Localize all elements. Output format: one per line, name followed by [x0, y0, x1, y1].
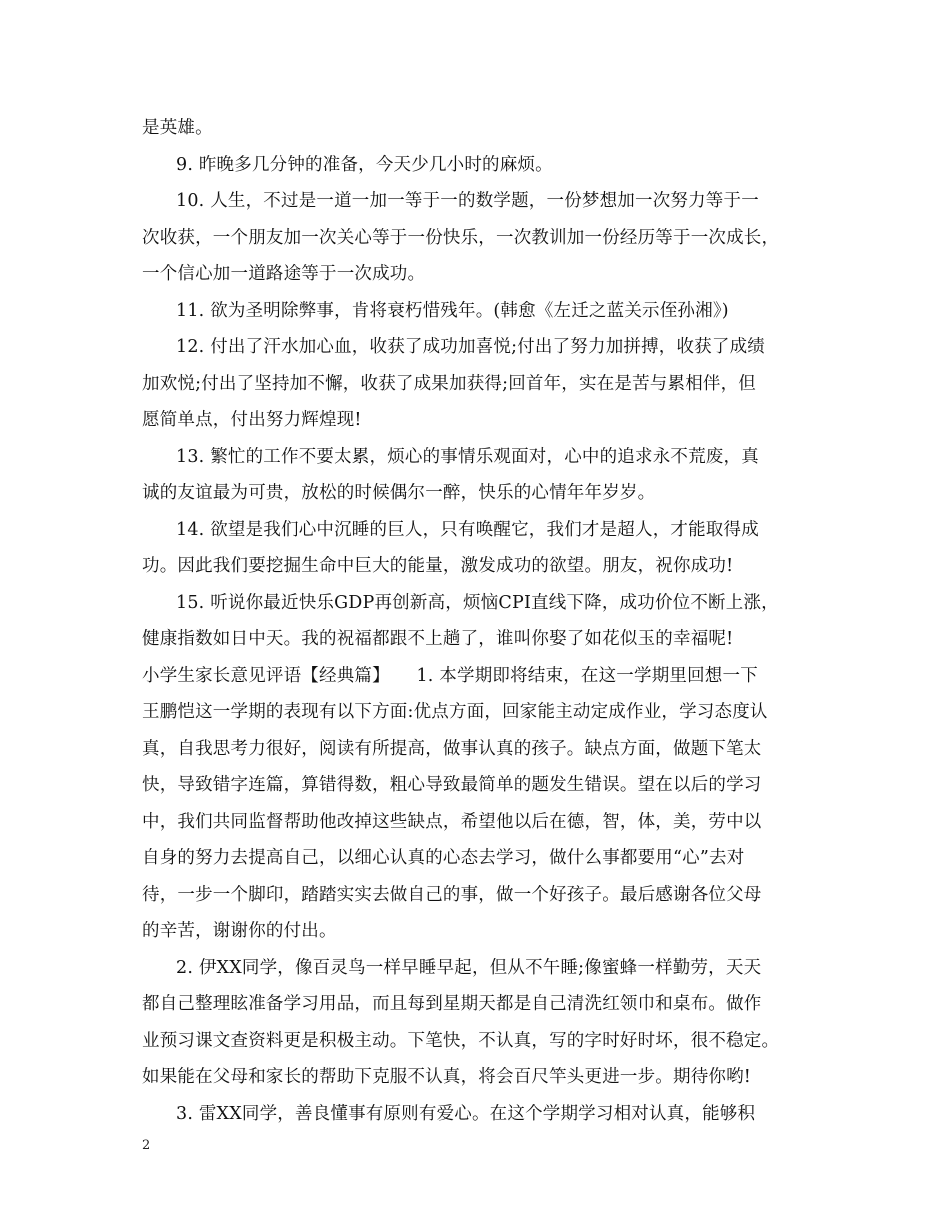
text-line: 愿简单点，付出努力辉煌现!: [142, 410, 362, 430]
text-line: 业预习课文查资料更是积极主动。下笔快，不认真，写的字时好时坏，很不稳定。: [142, 1030, 780, 1051]
page-number: 2: [142, 1138, 151, 1153]
document-body: [142, 110, 814, 1132]
text-line: 2. 伊XX同学，像百灵鸟一样早睡早起，但从不午睡;像蜜蜂一样勤劳，天天: [176, 957, 762, 978]
text-line: 都自己整理眩准备学习用品，而且每到星期天都是自己清洗红领巾和桌布。做作: [142, 994, 762, 1014]
text-line: 15. 听说你最近快乐GDP再创新高，烦恼CPI直线下降，成功价位不断上涨，: [176, 592, 779, 613]
text-line: 健康指数如日中天。我的祝福都跟不上趟了，谁叫你娶了如花似玉的幸福呢!: [142, 629, 734, 649]
text-line: 9. 昨晚多几分钟的准备，今天少几小时的麻烦。: [176, 154, 553, 175]
text-line: 14. 欲望是我们心中沉睡的巨人，只有唤醒它，我们才是超人，才能取得成: [176, 519, 759, 540]
text-line: 3. 雷XX同学，善良懂事有原则有爱心。在这个学期学习相对认真，能够积: [176, 1103, 756, 1124]
text-line: 王鹏恺这一学期的表现有以下方面:优点方面，回家能主动定成作业，学习态度认: [142, 702, 768, 722]
text-line: 12. 付出了汗水加心血，收获了成功加喜悦;付出了努力加拼搏，收获了成绩: [176, 337, 765, 357]
text-line: 真，自我思考力很好，阅读有所提高，做事认真的孩子。缺点方面，做题下笔太: [142, 738, 762, 759]
text-line: 是英雄。: [142, 118, 213, 138]
text-line: 自身的努力去提高自己，以细心认真的心态去学习，做什么事都要用“心”去对: [142, 848, 745, 868]
text-line: 诚的友谊最为可贵，放松的时候偶尔一醉，快乐的心情年年岁岁。: [142, 483, 656, 503]
text-line: 加欢悦;付出了坚持加不懈，收获了成果加获得;回首年，实在是苦与累相伴，但: [142, 373, 756, 394]
text-line: 待，一步一个脚印，踏踏实实去做自己的事，做一个好孩子。最后感谢各位父母: [142, 884, 762, 905]
text-line: 中，我们共同监督帮助他改掉这些缺点，希望他以后在德，智，体，美，劳中以: [142, 811, 762, 832]
text-line: 功。因此我们要挖掘生命中巨大的能量，激发成功的欲望。朋友，祝你成功!: [142, 556, 734, 576]
text-line: 10. 人生，不过是一道一加一等于一的数学题，一份梦想加一次努力等于一: [176, 191, 759, 211]
text-line: 小学生家长意见评语【经典篇】 1. 本学期即将结束，在这一学期里回想一下: [142, 665, 758, 686]
text-line: 11. 欲为圣明除弊事，肯将衰朽惜残年。(韩愈《左迁之蓝关示侄孙湘》): [176, 300, 729, 321]
text-line: 如果能在父母和家长的帮助下克服不认真，将会百尺竿头更进一步。期待你哟!: [142, 1067, 752, 1087]
text-line: 13. 繁忙的工作不要太累，烦心的事情乐观面对，心中的追求永不荒废，真: [176, 446, 759, 467]
text-line: 一个信心加一道路途等于一次成功。: [142, 264, 426, 284]
text-line: 次收获，一个朋友加一次关心等于一份快乐，一次教训加一份经历等于一次成长，: [142, 227, 780, 248]
text-line: 快，导致错字连篇，算错得数，粗心导致最简单的题发生错误。望在以后的学习: [142, 775, 762, 795]
text-line: 的辛苦，谢谢你的付出。: [142, 921, 337, 941]
